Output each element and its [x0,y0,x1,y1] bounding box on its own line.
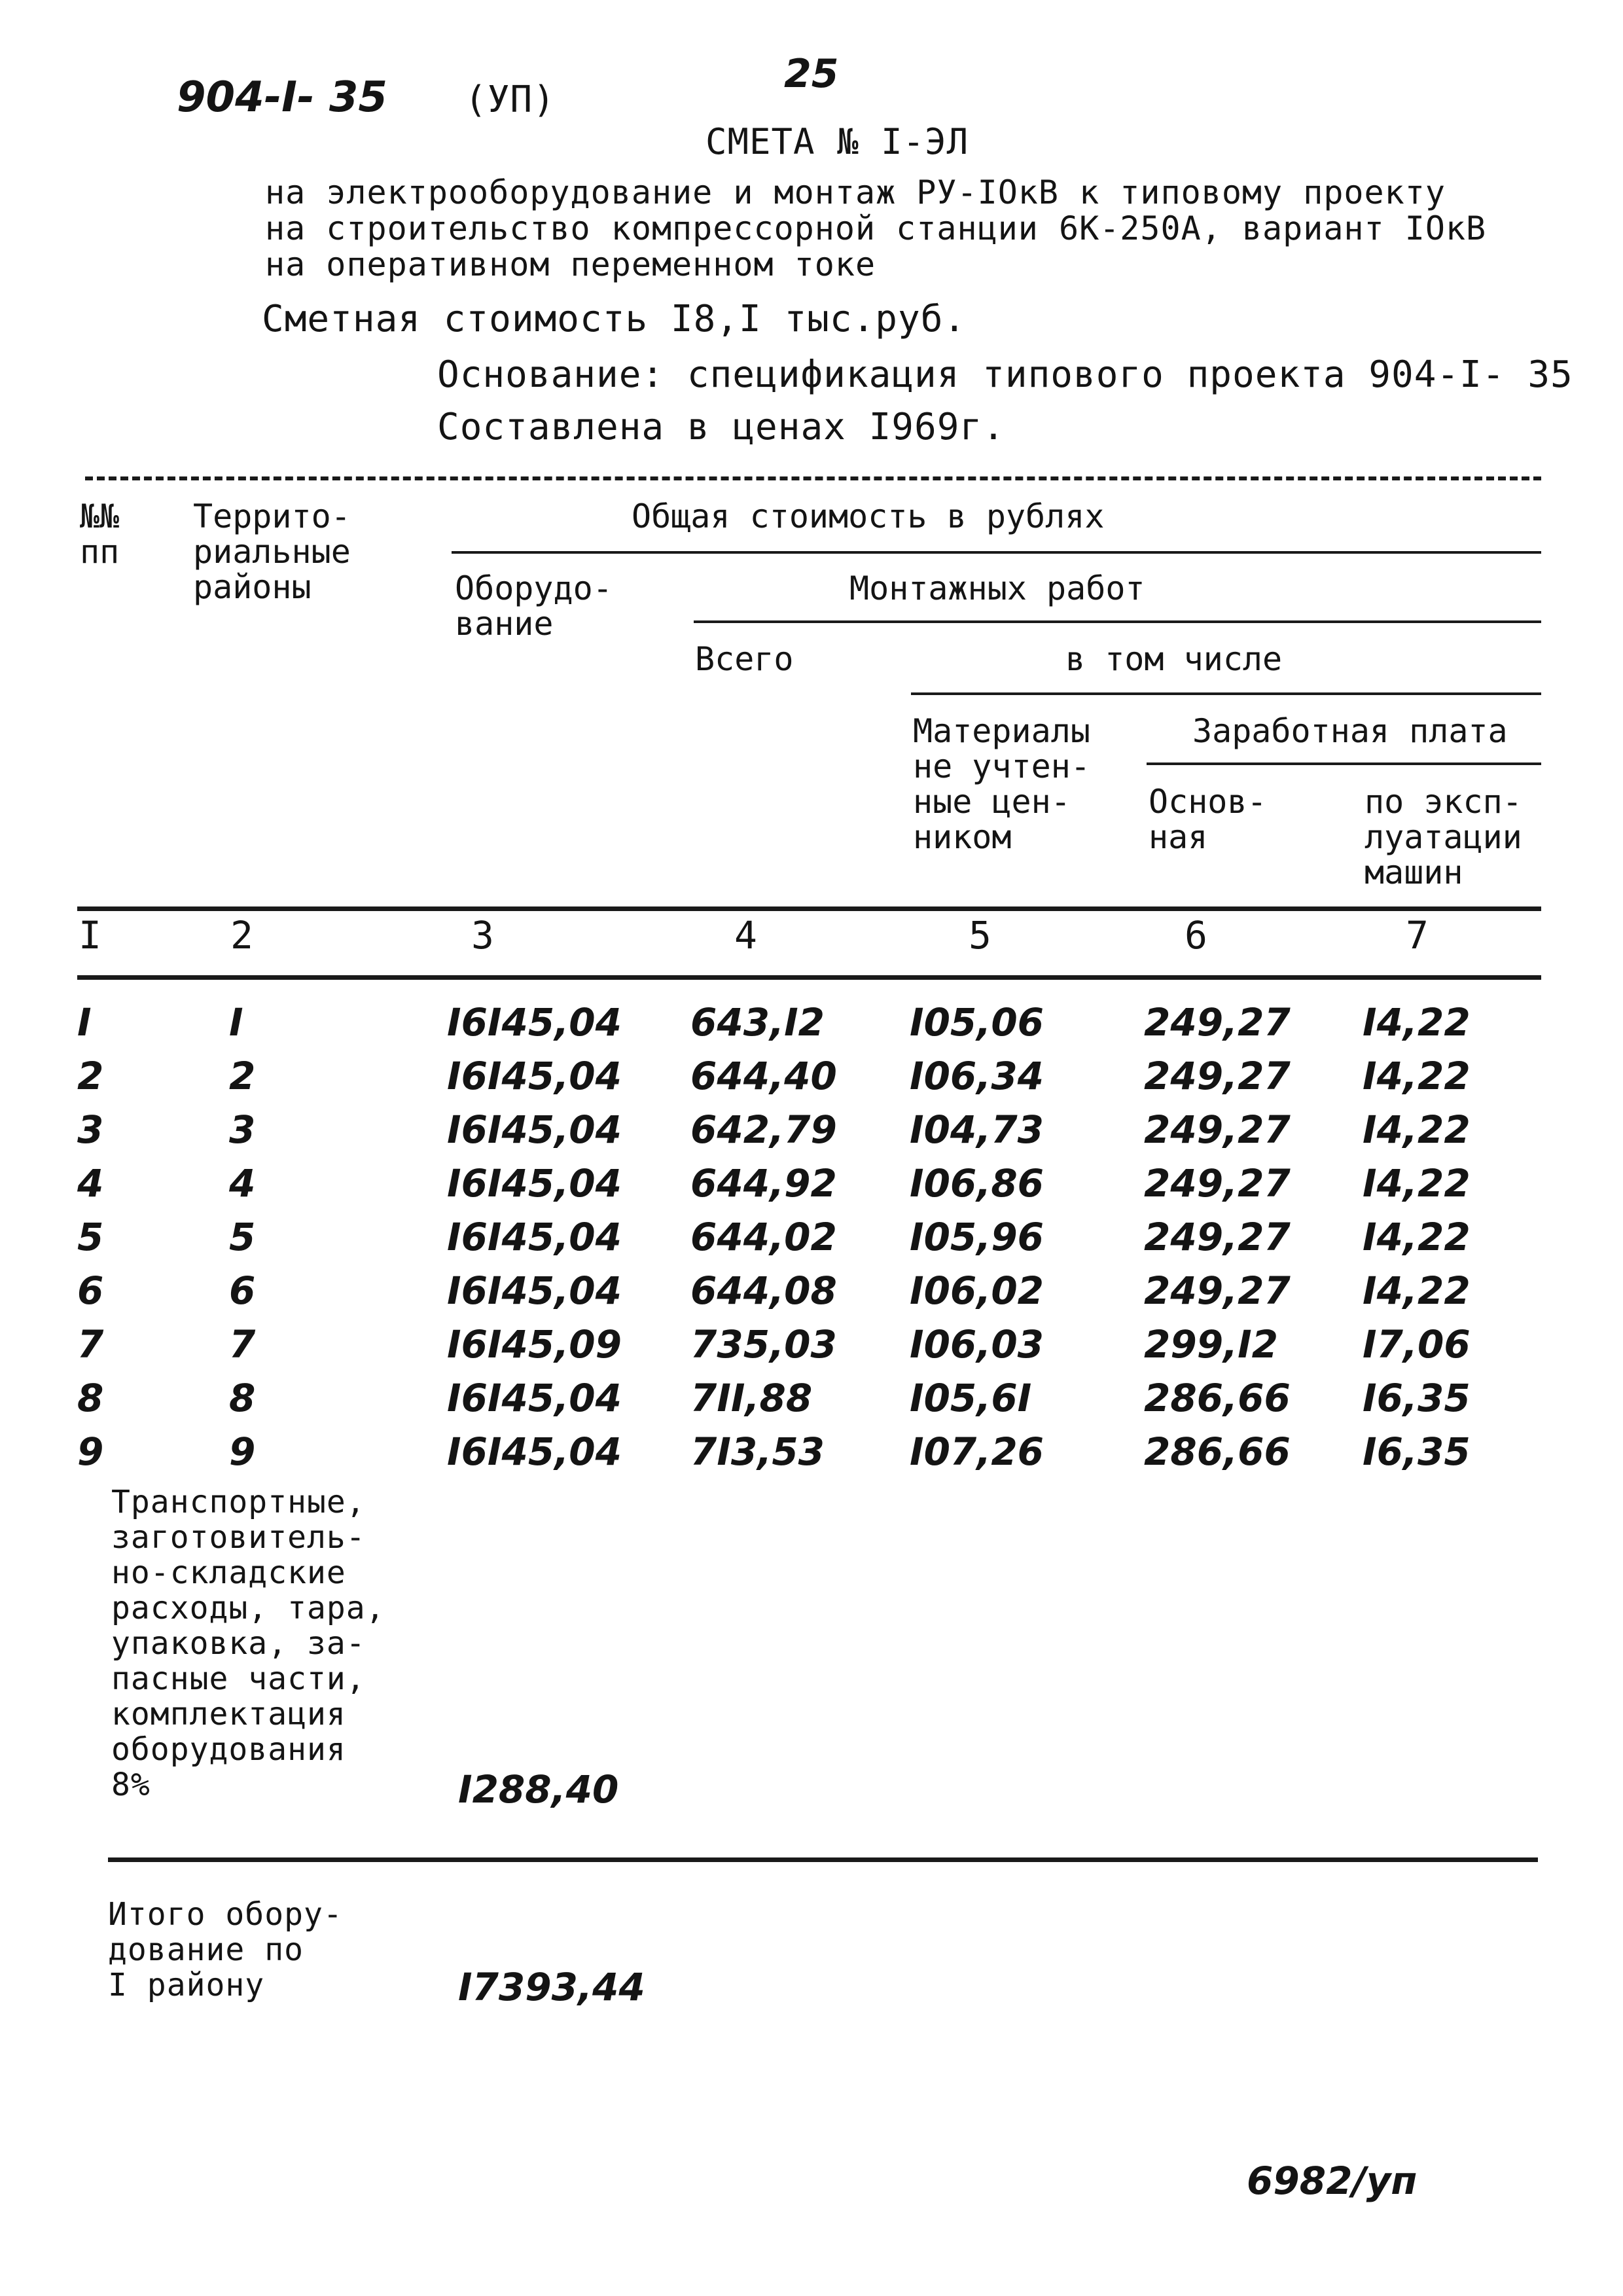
table-row [0,1429,1623,1482]
header-mounting: Монтажных работ [849,569,1145,607]
cell-region: 8 [229,1376,256,1420]
cell-materials: I05,96 [910,1215,1044,1259]
cell-materials: I05,6I [910,1376,1032,1420]
cell-materials: I05,06 [910,1000,1044,1045]
rule-below-col-numbers [77,975,1541,980]
cell-equipment: I6I45,04 [447,1429,622,1474]
header-salary: Заработная плата [1192,712,1508,750]
cell-no: 2 [77,1054,104,1098]
table-row [0,1322,1623,1374]
cell-total: 7I3,53 [690,1429,825,1474]
rule-under-mounting [694,620,1541,623]
cell-no: 6 [77,1268,104,1313]
cell-total: 642,79 [690,1107,837,1152]
table-row [0,1161,1623,1213]
total-label: Итого обору- дование по I району [108,1896,343,2003]
cell-region: 6 [229,1268,256,1313]
header-machines: по эксп- луатации машин [1364,783,1522,891]
col-number: 7 [1406,913,1429,958]
cell-basic: 249,27 [1144,1268,1291,1313]
transport-value: I288,40 [458,1767,619,1812]
cell-equipment: I6I45,04 [447,1107,622,1152]
cell-total: 644,02 [690,1215,837,1259]
cell-equipment: I6I45,04 [447,1376,622,1420]
total-separator-rule [108,1857,1538,1862]
cell-no: 7 [77,1322,104,1367]
cell-machines: I6,35 [1363,1429,1471,1474]
cell-region: 3 [229,1107,256,1152]
table-top-rule [85,476,1541,480]
cell-total: 7II,88 [690,1376,813,1420]
cell-materials: I06,02 [910,1268,1044,1313]
cell-machines: I4,22 [1363,1107,1471,1152]
total-value: I7393,44 [458,1965,645,2009]
cell-machines: I7,06 [1363,1322,1471,1367]
smeta-title: СМЕТА № I-ЭЛ [705,121,969,162]
subtitle-line2: на строительство компрессорной станции 6К-250А, вариант IОкВ [265,209,1487,247]
header-col-no: №№ пп [80,497,120,571]
header-total-cost: Общая стоимость в рублях [632,497,1105,535]
header-col-territory: Террито- риальные районы [193,497,351,606]
cell-basic: 286,66 [1144,1429,1291,1474]
doc-code: 904-I- 35 [177,73,387,122]
cell-region: 9 [229,1429,256,1474]
cell-materials: I06,34 [910,1054,1044,1098]
cell-basic: 249,27 [1144,1000,1291,1045]
cell-region: I [229,1000,243,1045]
cell-equipment: I6I45,04 [447,1054,622,1098]
cell-materials: I06,03 [910,1322,1044,1367]
cell-equipment: I6I45,04 [447,1268,622,1313]
rule-under-total-cost [452,551,1541,554]
cell-machines: I6,35 [1363,1376,1471,1420]
rule-above-col-numbers [77,906,1541,911]
rule-under-including [911,692,1541,695]
archive-stamp: 6982/уп [1247,2159,1418,2203]
cell-materials: I07,26 [910,1429,1044,1474]
doc-suffix: (УП) [465,79,556,121]
cell-no: 3 [77,1107,104,1152]
page-number: 25 [784,51,839,97]
cell-basic: 299,I2 [1144,1322,1279,1367]
cell-total: 644,40 [690,1054,837,1098]
prices-line: Составлена в ценах I969г. [437,406,1005,448]
cell-equipment: I6I45,04 [447,1000,622,1045]
cell-region: 5 [229,1215,256,1259]
cell-no: 5 [77,1215,104,1259]
header-including: в том числе [1065,640,1283,678]
table-row [0,1215,1623,1267]
subtitle-line1: на электрооборудование и монтаж РУ-IОкВ к типовому проекту [265,173,1446,211]
col-number: 2 [230,913,253,958]
cell-region: 4 [229,1161,256,1206]
cell-no: 4 [77,1161,104,1206]
table-row [0,1268,1623,1321]
cell-equipment: I6I45,04 [447,1161,622,1206]
cell-total: 643,I2 [690,1000,825,1045]
table-row [0,1376,1623,1428]
basis-line: Основание: спецификация типового проекта 904-I- 35 [437,353,1573,396]
header-basic: Основ- ная [1149,783,1267,856]
cell-basic: 286,66 [1144,1376,1291,1420]
cell-machines: I4,22 [1363,1161,1471,1206]
cell-equipment: I6I45,04 [447,1215,622,1259]
cell-basic: 249,27 [1144,1054,1291,1098]
cell-materials: I04,73 [910,1107,1044,1152]
table-row [0,1054,1623,1106]
transport-label: Транспортные, заготовитель- но-складские расходы, тара, упаковка, за- пасные части, комплектация оборудования 8% [111,1484,385,1803]
cell-no: 9 [77,1429,104,1474]
cell-materials: I06,86 [910,1161,1044,1206]
cell-machines: I4,22 [1363,1268,1471,1313]
cell-machines: I4,22 [1363,1215,1471,1259]
cell-region: 2 [229,1054,256,1098]
header-equipment: Оборудо- вание [455,569,613,643]
table-row [0,1000,1623,1052]
cell-machines: I4,22 [1363,1000,1471,1045]
header-total: Всего [695,640,794,678]
cell-machines: I4,22 [1363,1054,1471,1098]
cell-total: 644,08 [690,1268,837,1313]
col-number: 3 [471,913,494,958]
subtitle-line3: на оперативном переменном токе [265,245,876,283]
cell-basic: 249,27 [1144,1107,1291,1152]
col-number: 4 [734,913,757,958]
col-number: 5 [969,913,991,958]
cell-region: 7 [229,1322,256,1367]
cost-line: Сметная стоимость I8,I тыс.руб. [262,298,967,340]
header-materials: Материалы не учтен- ные цен- ником [913,712,1090,856]
cell-total: 644,92 [690,1161,837,1206]
cell-equipment: I6I45,09 [447,1322,622,1367]
cell-basic: 249,27 [1144,1161,1291,1206]
cell-total: 735,03 [690,1322,837,1367]
col-number: 6 [1185,913,1207,958]
cell-no: I [77,1000,92,1045]
rule-under-salary [1147,762,1541,765]
col-number: I [79,913,101,958]
cell-basic: 249,27 [1144,1215,1291,1259]
cell-no: 8 [77,1376,104,1420]
table-row [0,1107,1623,1160]
